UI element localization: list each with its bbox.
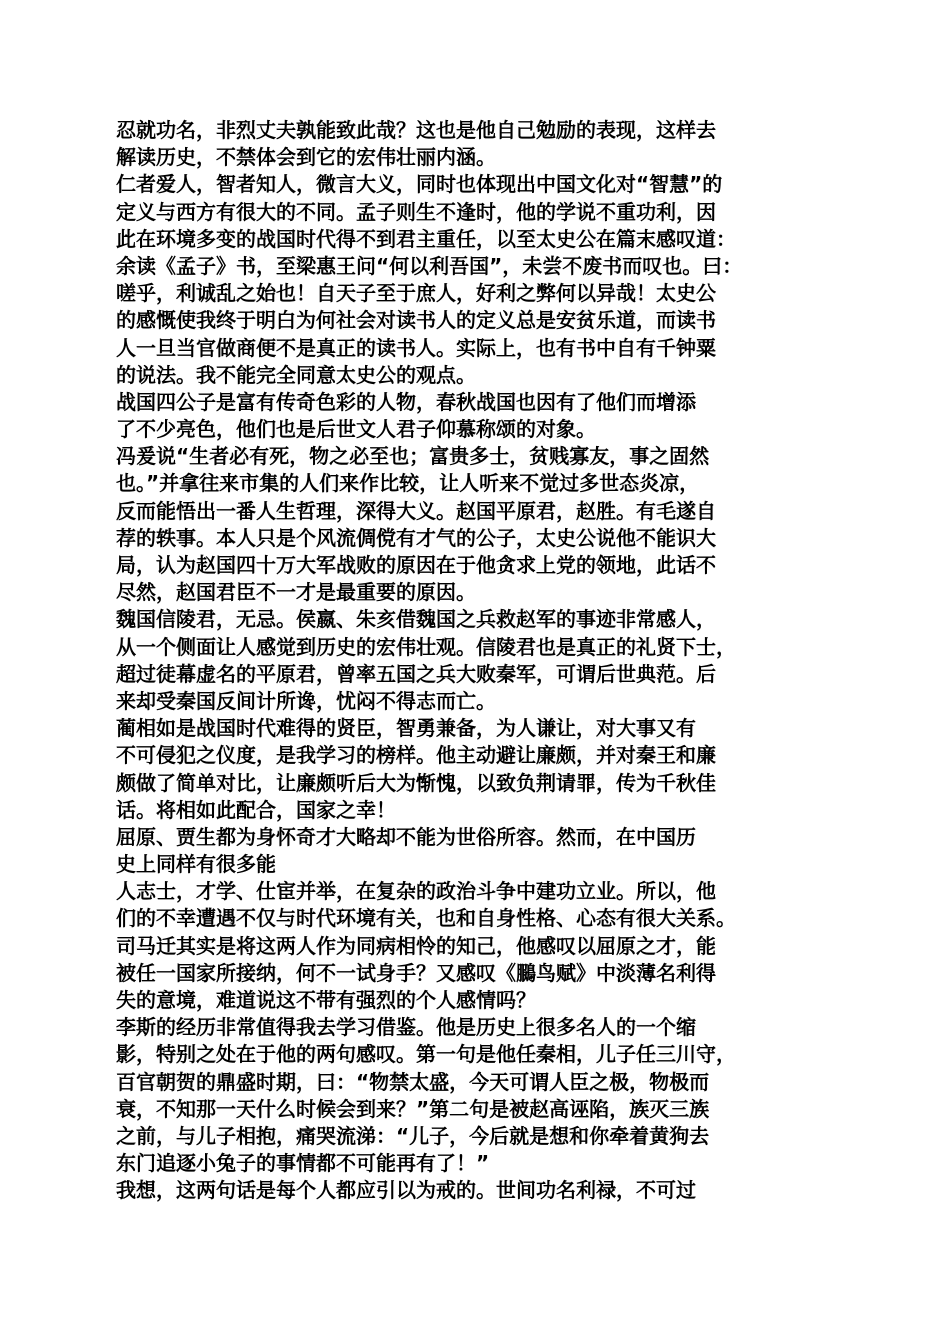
text-line: 影，特别之处在于他的两句感叹。第一句是他任秦相，儿子任三川守， [116,1042,736,1067]
text-line: 们的不幸遭遇不仅与时代环境有关，也和自身性格、心态有很大关系。 [116,906,736,931]
text-line: 仁者爱人，智者知人，微言大义，同时也体现出中国文化对“智慧”的 [116,172,723,197]
text-line: 解读历史，不禁体会到它的宏伟壮丽内涵。 [116,145,496,170]
text-line: 之前，与儿子相抱，痛哭流涕：“儿子，今后就是想和你牵着黄狗去 [116,1123,710,1148]
text-line: 魏国信陵君，无忌。侯嬴、朱亥借魏国之兵救赵军的事迹非常感人， [116,607,716,632]
text-line: 不可侵犯之仪度，是我学习的榜样。他主动避让廉颇，并对秦王和廉 [116,743,716,768]
text-line: 史上同样有很多能 [116,852,276,877]
text-line: 百官朝贺的鼎盛时期，曰：“物禁太盛，今天可谓人臣之极，物极而 [116,1069,710,1094]
text-line: 局，认为赵国四十万大军战败的原因在于他贪求上党的领地，此话不 [116,553,716,577]
text-line: 衰，不知那一天什么时候会到来？”第二句是被赵高诬陷，族灭三族 [116,1096,710,1121]
text-line: 话。将相如此配合，国家之幸！ [116,797,396,822]
text-line: 被任一国家所接纳，何不一试身手？又感叹《鵩鸟赋》中淡薄名利得 [116,960,716,985]
text-line: 忍就功名，非烈丈夫孰能致此哉？这也是他自己勉励的表现，这样去 [116,118,716,142]
text-line: 人一旦当官做商便不是真正的读书人。实际上，也有书中自有千钟粟 [116,335,716,360]
text-line: 来却受秦国反间计所谗，忧闷不得志而亡。 [116,688,496,713]
text-line: 的说法。我不能完全同意太史公的观点。 [116,362,476,387]
text-line: 定义与西方有很大的不同。孟子则生不逢时，他的学说不重功利，因 [116,199,716,224]
text-line: 此在环境多变的战国时代得不到君主重任，以至太史公在篇末感叹道： [116,226,736,251]
text-line: 东门追逐小兔子的事情都不可能再有了！” [116,1151,490,1176]
text-line: 蔺相如是战国时代难得的贤臣，智勇兼备，为人谦让，对大事又有 [116,716,696,741]
text-line: 冯爰说“生者必有死，物之必至也；富贵多士，贫贱寡友，事之固然 [116,444,710,469]
text-line: 战国四公子是富有传奇色彩的人物，春秋战国也因有了他们而增添 [116,389,696,414]
text-line: 荐的轶事。本人只是个风流倜傥有才气的公子，太史公说他不能识大 [116,525,716,550]
text-line: 失的意境，难道说这不带有强烈的个人感情吗？ [116,988,536,1012]
text-line: 超过徒幕虚名的平原君，曾率五国之兵大败秦军，可谓后世典范。后 [116,661,716,686]
text-line: 从一个侧面让人感觉到历史的宏伟壮观。信陵君也是真正的礼贤下士， [116,634,736,659]
text-line: 嗟乎，利诚乱之始也！自天子至于庶人，好利之弊何以异哉！太史公 [116,281,716,306]
text-line: 屈原、贾生都为身怀奇才大略却不能为世俗所容。然而，在中国历 [116,824,696,849]
text-line: 颇做了简单对比，让廉颇听后大为惭愧，以致负荆请罪，传为千秋佳 [116,770,716,795]
text-line: 的感慨使我终于明白为何社会对读书人的定义总是安贫乐道，而读书 [116,308,716,333]
text-line: 反而能悟出一番人生哲理，深得大义。赵国平原君，赵胜。有毛遂自 [116,498,716,523]
text-line: 人志士，才学、仕宦并举，在复杂的政治斗争中建功立业。所以，他 [116,879,716,904]
document-body [116,117,856,1227]
text-line: 我想，这两句话是每个人都应引以为戒的。世间功名利禄，不可过 [116,1178,696,1203]
text-line: 余读《孟子》书，至梁惠王问“何以利吾国”，未尝不废书而叹也。曰： [116,253,743,278]
text-line: 司马迁其实是将这两人作为同病相怜的知己，他感叹以屈原之才，能 [116,933,716,958]
text-line: 李斯的经历非常值得我去学习借鉴。他是历史上很多名人的一个缩 [116,1015,696,1040]
text-line: 尽然，赵国君臣不一才是最重要的原因。 [116,580,476,605]
text-line: 也。”并拿往来市集的人们来作比较，让人听来不觉过多世态炎凉， [116,471,700,496]
text-line: 了不少亮色，他们也是后世文人君子仰慕称颂的对象。 [116,417,596,442]
